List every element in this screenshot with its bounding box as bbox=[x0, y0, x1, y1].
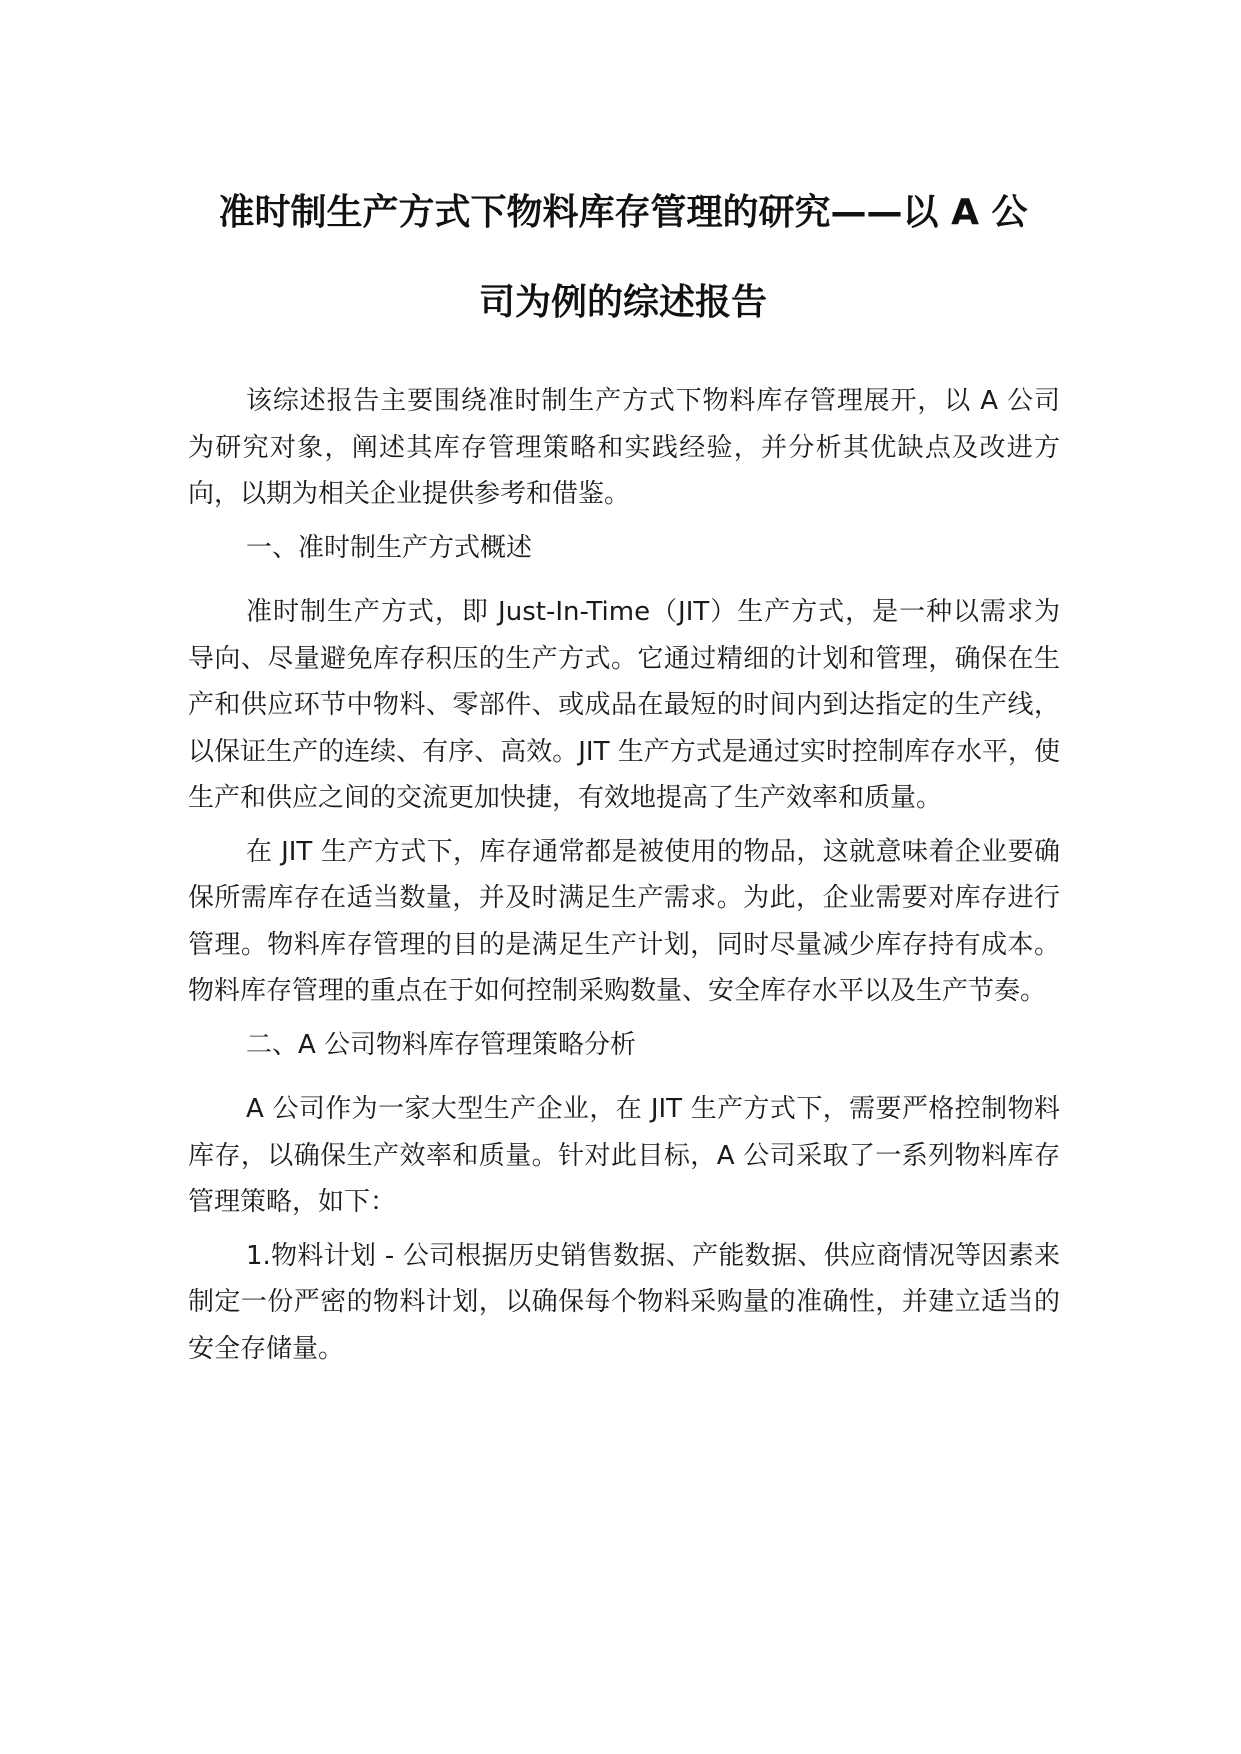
section-heading-2: 二、A 公司物料库存管理策略分析 bbox=[246, 1029, 637, 1060]
material-plan-paragraph: 1.物料计划 - 公司根据历史销售数据、产能数据、供应商情况等因素来制定一份严密的物料计划，以确保每个物料采购量的准确性，并建立适当的安全存储量。 bbox=[188, 1240, 1060, 1364]
document-title-line-1: 准时制生产方式下物料库存管理的研究——以 A 公 bbox=[218, 192, 1028, 233]
document-title bbox=[188, 168, 1058, 348]
jit-definition-paragraph: 准时制生产方式，即 Just-In-Time（JIT）生产方式，是一种以需求为导向、尽量避免库存积压的生产方式。它通过精细的计划和管理，确保在生产和供应环节中物料、零部件、或成品在最短的时间内到达指定的生产线，以保证生产的连续、有序、高效。JIT 生产方式是通过实时控制库存水平，使生产和供应之间的交流更加快捷，有效地提高了生产效率和质量。 bbox=[188, 597, 1060, 813]
jit-inventory-paragraph: 在 JIT 生产方式下，库存通常都是被使用的物品，这就意味着企业要确保所需库存在适当数量，并及时满足生产需求。为此，企业需要对库存进行管理。物料库存管理的目的是满足生产计划，同时尽量减少库存持有成本。物料库存管理的重点在于如何控制采购数量、安全库存水平以及生产节奏。 bbox=[188, 836, 1060, 1006]
document-body bbox=[188, 378, 1060, 1379]
company-strategy-paragraph: A 公司作为一家大型生产企业，在 JIT 生产方式下，需要严格控制物料库存，以确保生产效率和质量。针对此目标，A 公司采取了一系列物料库存管理策略，如下： bbox=[188, 1094, 1060, 1217]
section-heading-1: 一、准时制生产方式概述 bbox=[246, 532, 533, 563]
intro-paragraph: 该综述报告主要围绕准时制生产方式下物料库存管理展开，以 A 公司为研究对象，阐述其库存管理策略和实践经验，并分析其优缺点及改进方向，以期为相关企业提供参考和借鉴。 bbox=[188, 386, 1060, 509]
document-title-line-2: 司为例的综述报告 bbox=[478, 282, 767, 323]
